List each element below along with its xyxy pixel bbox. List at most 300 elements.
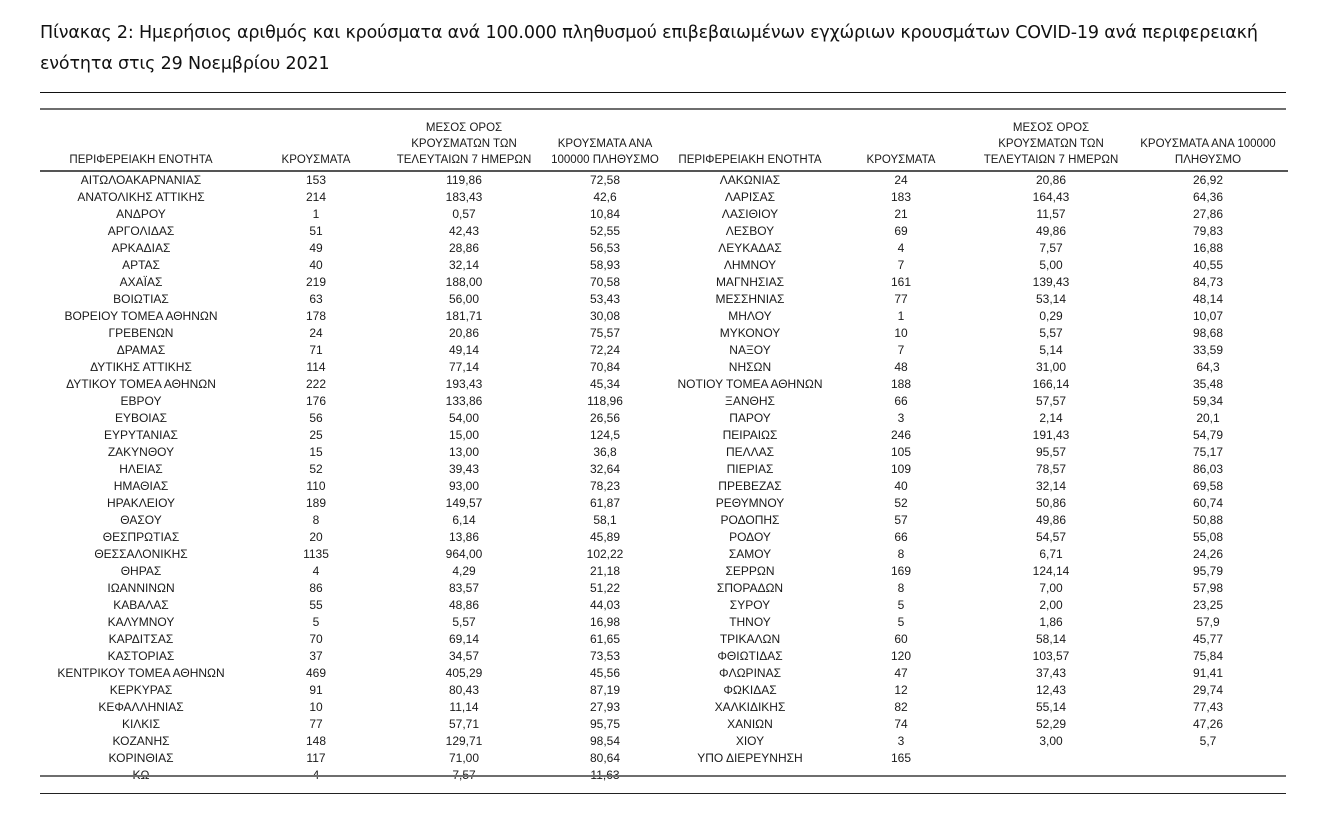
cell-region: ΓΡΕΒΕΝΩΝ (108, 326, 174, 340)
cell-cases: 91 (309, 683, 323, 697)
cell-region: ΘΕΣΣΑΛΟΝΙΚΗΣ (94, 547, 188, 561)
cell-cases: 3 (897, 411, 905, 425)
cell-cases: 86 (309, 581, 323, 595)
cell-rate: 57,9 (1196, 615, 1220, 629)
cell-region: ΚΑΒΑΛΑΣ (113, 598, 169, 612)
cell-cases: 105 (890, 445, 912, 459)
cell-cases: 214 (305, 190, 327, 204)
table-row (672, 427, 1288, 444)
cell-rate: 42,6 (593, 190, 617, 204)
table-row (672, 291, 1288, 308)
cell-cases: 5 (897, 598, 905, 612)
cell-region: ΡΕΘΥΜΝΟΥ (715, 496, 785, 510)
cell-avg: 20,86 (1035, 173, 1067, 187)
cell-rate: 58,1 (593, 513, 617, 527)
table-row (40, 308, 672, 325)
cell-avg: 80,43 (448, 683, 480, 697)
cell-rate: 45,34 (589, 377, 621, 391)
cell-rate: 56,53 (589, 241, 621, 255)
cell-avg: 7,00 (1039, 581, 1063, 595)
cell-cases: 82 (894, 700, 908, 714)
cell-rate: 95,79 (1192, 564, 1224, 578)
bottom-rule-gray (40, 775, 1286, 777)
table-row (672, 512, 1288, 529)
table-row (40, 223, 672, 240)
cell-cases: 71 (309, 343, 323, 357)
cell-region: ΑΝΑΤΟΛΙΚΗΣ ΑΤΤΙΚΗΣ (77, 190, 205, 204)
cell-avg: 5,14 (1039, 343, 1063, 357)
cell-avg: 32,14 (448, 258, 480, 272)
cell-region: ΠΙΕΡΙΑΣ (726, 462, 774, 476)
cell-cases: 66 (894, 530, 908, 544)
table-row (40, 325, 672, 342)
cell-rate: 118,96 (587, 394, 623, 408)
cell-region: ΕΥΡΥΤΑΝΙΑΣ (104, 428, 178, 442)
cell-rate: 5,7 (1199, 734, 1217, 748)
cell-region: ΑΙΤΩΛΟΑΚΑΡΝΑΝΙΑΣ (80, 173, 202, 187)
table-row (672, 597, 1288, 614)
cell-avg: 964,00 (445, 547, 483, 561)
cell-region: ΑΧΑΪΑΣ (119, 275, 163, 289)
cell-cases: 161 (890, 275, 912, 289)
cell-region: ΦΛΩΡΙΝΑΣ (719, 666, 781, 680)
cell-cases: 7 (897, 258, 905, 272)
cell-avg: 53,14 (1035, 292, 1067, 306)
cell-avg: 57,57 (1035, 394, 1067, 408)
cell-avg: 69,14 (448, 632, 480, 646)
cell-cases: 183 (890, 190, 912, 204)
cell-region: ΤΡΙΚΑΛΩΝ (719, 632, 781, 646)
cell-rate: 10,84 (589, 207, 621, 221)
cell-region: ΖΑΚΥΝΘΟΥ (107, 445, 175, 459)
cell-avg: 3,00 (1039, 734, 1063, 748)
header-avg: ΜΕΣΟΣ ΟΡΟΣ ΚΡΟΥΣΜΑΤΩΝ ΤΩΝ ΤΕΛΕΥΤΑΙΩΝ 7 ΗΜΕΡΩΝ (390, 120, 538, 171)
cell-avg: 188,00 (445, 275, 483, 289)
table-row (40, 597, 672, 614)
document-title: Πίνακας 2: Ημερήσιος αριθμός και κρούσματα ανά 100.000 πληθυσμού επιβεβαιωμένων εγχώριων κρουσμάτων COVID-19 ανά περιφερειακή ενότητα στις 29 Νοεμβρίου 2021 (40, 23, 1258, 74)
table-row (672, 189, 1288, 206)
cell-avg: 0,29 (1039, 309, 1063, 323)
cell-rate: 75,17 (1192, 445, 1224, 459)
cell-avg: 129,71 (445, 734, 483, 748)
cell-region: ΣΑΜΟΥ (728, 547, 772, 561)
table-row (672, 393, 1288, 410)
cell-cases: 49 (309, 241, 323, 255)
cell-avg: 37,43 (1035, 666, 1067, 680)
cell-rate: 26,56 (589, 411, 621, 425)
cell-avg: 32,14 (1035, 479, 1067, 493)
cell-avg: 28,86 (448, 241, 480, 255)
table-row (672, 410, 1288, 427)
cell-cases: 117 (306, 751, 326, 765)
cell-avg: 191,43 (1032, 428, 1070, 442)
cell-cases: 1 (312, 207, 320, 221)
cell-region: ΦΩΚΙΔΑΣ (723, 683, 777, 697)
table-row (40, 257, 672, 274)
cell-region: ΣΥΡΟΥ (729, 598, 771, 612)
table-row (672, 750, 1288, 767)
table-row (40, 733, 672, 750)
cell-rate: 45,89 (589, 530, 621, 544)
table-row (672, 257, 1288, 274)
cell-cases: 37 (309, 649, 323, 663)
cell-cases: 40 (309, 258, 323, 272)
cell-region: ΒΟΡΕΙΟΥ ΤΟΜΕΑ ΑΘΗΝΩΝ (64, 309, 218, 323)
cell-region: ΤΗΝΟΥ (729, 615, 771, 629)
cell-avg: 20,86 (448, 326, 480, 340)
table-row (672, 376, 1288, 393)
cell-avg (974, 750, 1128, 767)
cell-cases: 63 (309, 292, 323, 306)
table-row (672, 342, 1288, 359)
cell-avg: 5,57 (1039, 326, 1063, 340)
cell-cases: 469 (305, 666, 327, 680)
table-row (40, 665, 672, 682)
header-row (672, 120, 1288, 171)
cell-rate: 16,88 (1192, 241, 1224, 255)
cell-avg: 5,57 (452, 615, 476, 629)
cell-cases: 70 (309, 632, 323, 646)
cell-cases: 8 (897, 547, 905, 561)
cell-region: ΠΕΛΛΑΣ (725, 445, 775, 459)
cell-region: ΡΟΔΟΠΗΣ (720, 513, 780, 527)
cell-region: ΕΥΒΟΙΑΣ (114, 411, 168, 425)
table-row (672, 665, 1288, 682)
table-row (672, 614, 1288, 631)
cell-cases: 60 (894, 632, 908, 646)
cell-region: ΗΡΑΚΛΕΙΟΥ (106, 496, 176, 510)
cell-cases: 3 (897, 734, 905, 748)
cell-avg: 13,86 (448, 530, 480, 544)
table-row (672, 495, 1288, 512)
cell-region: ΡΟΔΟΥ (729, 530, 771, 544)
cell-avg: 124,14 (1032, 564, 1070, 578)
cell-region: ΥΠΟ ΔΙΕΡΕΥΝΗΣΗ (697, 751, 803, 765)
cell-cases: 52 (894, 496, 908, 510)
table-row (40, 376, 672, 393)
cell-region: ΑΡΚΑΔΙΑΣ (111, 241, 171, 255)
cell-region: ΚΑΡΔΙΤΣΑΣ (108, 632, 174, 646)
cell-avg: 13,00 (448, 445, 480, 459)
cell-rate: 70,84 (589, 360, 621, 374)
cell-cases: 219 (305, 275, 327, 289)
cell-region: ΧΑΛΚΙΔΙΚΗΣ (714, 700, 786, 714)
cell-cases: 66 (894, 394, 908, 408)
table-row (40, 699, 672, 716)
cell-rate: 59,34 (1192, 394, 1224, 408)
table-row (40, 240, 672, 257)
cell-rate: 64,36 (1192, 190, 1224, 204)
cell-region: ΜΥΚΟΝΟΥ (719, 326, 781, 340)
cell-cases: 20 (309, 530, 323, 544)
cell-cases: 165 (890, 751, 912, 765)
cell-avg: 0,57 (452, 207, 476, 221)
table-row (40, 546, 672, 563)
cell-avg: 7,57 (1039, 241, 1063, 255)
cell-cases: 110 (306, 479, 326, 493)
cell-region: ΔΥΤΙΚΗΣ ΑΤΤΙΚΗΣ (90, 360, 192, 374)
cell-rate: 61,65 (589, 632, 621, 646)
cell-rate: 27,86 (1192, 207, 1224, 221)
cell-cases: 188 (890, 377, 912, 391)
cell-rate: 84,73 (1192, 275, 1224, 289)
top-rule-gray (40, 108, 1286, 110)
table-row (40, 563, 672, 580)
table-row (672, 223, 1288, 240)
cell-avg: 78,57 (1035, 462, 1067, 476)
table-row (40, 427, 672, 444)
cell-rate: 58,93 (589, 258, 621, 272)
cell-region: ΕΒΡΟΥ (120, 394, 162, 408)
cell-rate: 72,58 (589, 173, 621, 187)
table-row (40, 716, 672, 733)
cell-rate: 57,98 (1192, 581, 1224, 595)
cell-cases: 120 (890, 649, 912, 663)
header-cases: ΚΡΟΥΣΜΑΤΑ (242, 120, 390, 171)
cell-cases: 4 (312, 564, 320, 578)
table-row (40, 614, 672, 631)
cell-region: ΚΟΡΙΝΘΙΑΣ (108, 751, 174, 765)
cell-region: ΒΟΙΩΤΙΑΣ (113, 292, 169, 306)
cell-region: ΝΟΤΙΟΥ ΤΟΜΕΑ ΑΘΗΝΩΝ (677, 377, 823, 391)
cell-region: ΚΕΡΚΥΡΑΣ (109, 683, 173, 697)
cell-avg: 49,14 (448, 343, 480, 357)
cell-rate: 60,74 (1192, 496, 1224, 510)
cell-rate: 102,22 (586, 547, 624, 561)
table-row (40, 580, 672, 597)
cell-avg: 71,00 (448, 751, 480, 765)
cell-region: ΗΜΑΘΙΑΣ (113, 479, 169, 493)
table-row (40, 274, 672, 291)
cell-region: ΠΕΙΡΑΙΩΣ (722, 428, 778, 442)
table-row (672, 682, 1288, 699)
cell-rate: 87,19 (589, 683, 621, 697)
cell-cases: 114 (306, 360, 326, 374)
cell-cases: 25 (309, 428, 323, 442)
header-row (40, 120, 672, 171)
cell-cases: 1 (897, 309, 905, 323)
cell-cases: 21 (894, 207, 908, 221)
cell-cases: 8 (312, 513, 320, 527)
cell-rate: 80,64 (589, 751, 621, 765)
table-row (672, 631, 1288, 648)
cell-avg: 4,29 (452, 564, 476, 578)
cell-avg: 49,86 (1035, 513, 1067, 527)
cell-cases: 222 (305, 377, 327, 391)
cell-rate: 10,07 (1192, 309, 1224, 323)
cell-region: ΠΡΕΒΕΖΑΣ (718, 479, 782, 493)
cell-rate: 48,14 (1192, 292, 1224, 306)
cell-avg: 183,43 (445, 190, 483, 204)
left-table (40, 120, 672, 784)
table-row (672, 716, 1288, 733)
table-row (672, 461, 1288, 478)
cell-avg: 166,14 (1032, 377, 1070, 391)
cell-avg: 11,57 (1036, 207, 1066, 221)
cell-rate: 98,68 (1192, 326, 1224, 340)
table-row (40, 410, 672, 427)
cell-region: ΚΟΖΑΝΗΣ (112, 734, 170, 748)
cell-rate: 16,98 (589, 615, 621, 629)
cell-rate: 54,79 (1192, 428, 1224, 442)
cell-rate: 91,41 (1192, 666, 1224, 680)
cell-avg: 54,00 (448, 411, 480, 425)
cell-rate: 95,75 (589, 717, 621, 731)
cell-rate: 32,64 (589, 462, 621, 476)
cell-cases: 51 (309, 224, 323, 238)
cell-avg: 2,14 (1039, 411, 1063, 425)
cell-region: ΧΙΟΥ (735, 734, 765, 748)
cell-cases: 7 (897, 343, 905, 357)
header-avg: ΜΕΣΟΣ ΟΡΟΣ ΚΡΟΥΣΜΑΤΩΝ ΤΩΝ ΤΕΛΕΥΤΑΙΩΝ 7 ΗΜΕΡΩΝ (974, 120, 1128, 171)
cell-rate: 70,58 (589, 275, 621, 289)
table-row (672, 580, 1288, 597)
cell-rate: 53,43 (589, 292, 621, 306)
cell-cases: 189 (305, 496, 327, 510)
cell-avg: 6,71 (1039, 547, 1063, 561)
cell-region: ΘΗΡΑΣ (120, 564, 162, 578)
cell-avg: 2,00 (1039, 598, 1063, 612)
cell-rate: 26,92 (1192, 173, 1224, 187)
table-row (672, 325, 1288, 342)
table-row (40, 682, 672, 699)
cell-region: ΜΕΣΣΗΝΙΑΣ (715, 292, 785, 306)
cell-cases: 176 (305, 394, 327, 408)
cell-rate: 40,55 (1192, 258, 1224, 272)
table-row (40, 359, 672, 376)
table-row (672, 171, 1288, 189)
cell-cases: 69 (894, 224, 908, 238)
cell-avg: 31,00 (1035, 360, 1067, 374)
cell-avg: 50,86 (1035, 496, 1067, 510)
cell-rate: 45,77 (1192, 632, 1224, 646)
cell-avg: 193,43 (445, 377, 483, 391)
cell-rate: 61,87 (589, 496, 621, 510)
cell-region: ΚΑΣΤΟΡΙΑΣ (107, 649, 175, 663)
table-row (672, 529, 1288, 546)
table-row (672, 240, 1288, 257)
cell-region: ΚΕΦΑΛΛΗΝΙΑΣ (98, 700, 184, 714)
cell-rate: 20,1 (1196, 411, 1220, 425)
table-row (672, 206, 1288, 223)
cell-avg: 55,14 (1035, 700, 1067, 714)
cell-avg: 149,57 (445, 496, 483, 510)
cell-region: ΔΡΑΜΑΣ (116, 343, 166, 357)
cell-cases: 56 (309, 411, 323, 425)
cell-avg: 83,57 (448, 581, 480, 595)
header-region: ΠΕΡΙΦΕΡΕΙΑΚΗ ΕΝΟΤΗΤΑ (40, 120, 242, 171)
cell-rate (1128, 750, 1288, 767)
cell-avg: 42,43 (448, 224, 480, 238)
cell-cases: 1135 (303, 547, 329, 561)
cell-avg: 93,00 (448, 479, 480, 493)
cell-region: ΛΑΚΩΝΙΑΣ (719, 173, 781, 187)
cell-region: ΛΕΥΚΑΔΑΣ (718, 241, 782, 255)
cell-cases: 8 (897, 581, 905, 595)
header-region: ΠΕΡΙΦΕΡΕΙΑΚΗ ΕΝΟΤΗΤΑ (672, 120, 828, 171)
cell-rate: 45,56 (589, 666, 621, 680)
cell-avg: 103,57 (1032, 649, 1070, 663)
cell-cases: 153 (305, 173, 327, 187)
cell-rate: 77,43 (1192, 700, 1224, 714)
table-row (672, 359, 1288, 376)
table-row (672, 308, 1288, 325)
cell-cases: 12 (894, 683, 908, 697)
cell-cases: 10 (309, 700, 323, 714)
cell-avg: 405,29 (445, 666, 483, 680)
right-table (672, 120, 1288, 767)
cell-rate: 78,23 (589, 479, 621, 493)
cell-avg: 15,00 (448, 428, 480, 442)
table-row (40, 478, 672, 495)
cell-rate: 79,83 (1192, 224, 1224, 238)
cell-rate: 36,8 (593, 445, 617, 459)
cell-avg: 54,57 (1035, 530, 1067, 544)
cell-avg: 39,43 (448, 462, 480, 476)
cell-avg: 6,14 (452, 513, 476, 527)
cell-rate: 51,22 (589, 581, 621, 595)
cell-rate: 69,58 (1192, 479, 1224, 493)
cell-avg: 77,14 (448, 360, 480, 374)
cell-avg: 48,86 (448, 598, 480, 612)
cell-rate: 21,18 (589, 564, 621, 578)
cell-rate: 44,03 (589, 598, 621, 612)
cell-region: ΛΑΣΙΘΙΟΥ (721, 207, 779, 221)
cell-region: ΛΕΣΒΟΥ (725, 224, 775, 238)
cell-region: ΧΑΝΙΩΝ (727, 717, 773, 731)
cell-cases: 4 (897, 241, 905, 255)
cell-rate: 124,5 (589, 428, 621, 442)
cell-avg: 1,86 (1039, 615, 1063, 629)
cell-rate: 29,74 (1192, 683, 1224, 697)
top-rule (40, 92, 1286, 93)
cell-region: ΑΡΤΑΣ (122, 258, 160, 272)
cell-cases: 178 (305, 309, 327, 323)
table-row (672, 274, 1288, 291)
cell-cases: 24 (309, 326, 323, 340)
cell-region: ΘΕΣΠΡΩΤΙΑΣ (102, 530, 180, 544)
cell-region: ΚΙΛΚΙΣ (121, 717, 161, 731)
cell-avg: 57,71 (448, 717, 480, 731)
cell-avg: 119,86 (446, 173, 482, 187)
table-row (672, 478, 1288, 495)
cell-avg: 34,57 (448, 649, 480, 663)
cell-region: ΗΛΕΙΑΣ (119, 462, 163, 476)
cell-cases: 10 (894, 326, 908, 340)
table-row (40, 342, 672, 359)
cell-avg: 12,43 (1035, 683, 1067, 697)
cell-rate: 50,88 (1192, 513, 1224, 527)
table-row (40, 631, 672, 648)
right-table-body (672, 171, 1288, 767)
cell-cases: 77 (309, 717, 323, 731)
cell-cases: 74 (894, 717, 908, 731)
table-row (40, 461, 672, 478)
cell-avg: 181,71 (445, 309, 483, 323)
table-row (672, 699, 1288, 716)
cell-region: ΙΩΑΝΝΙΝΩΝ (107, 581, 175, 595)
cell-cases: 5 (312, 615, 320, 629)
table-row (40, 529, 672, 546)
cell-rate: 23,25 (1192, 598, 1224, 612)
header-rate: ΚΡΟΥΣΜΑΤΑ ΑΝΑ 100000 ΠΛΗΘΥΣΜΟ (538, 120, 672, 171)
cell-rate: 64,3 (1196, 360, 1220, 374)
table-row (672, 563, 1288, 580)
cell-region: ΔΥΤΙΚΟΥ ΤΟΜΕΑ ΑΘΗΝΩΝ (66, 377, 216, 391)
cell-rate: 98,54 (589, 734, 621, 748)
cell-rate: 33,59 (1192, 343, 1224, 357)
cell-cases: 47 (894, 666, 908, 680)
